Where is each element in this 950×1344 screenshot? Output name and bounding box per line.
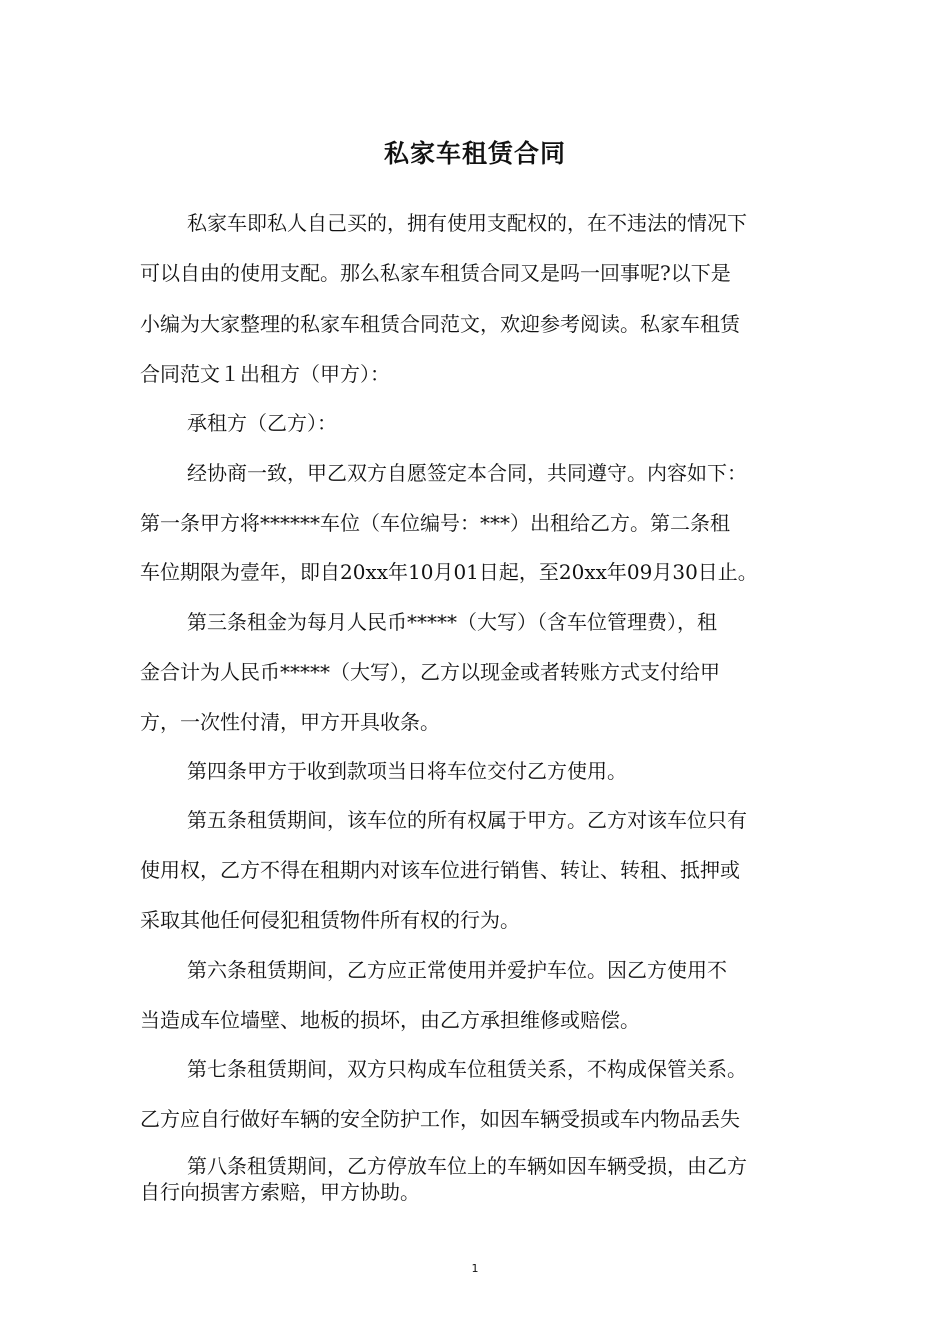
text-line: 第六条租赁期间，乙方应正常使用并爱护车位。因乙方使用不 xyxy=(187,958,727,982)
document-title: 私家车租赁合同 xyxy=(383,139,566,168)
text-line: 车位期限为壹年，即自20xx年10月01日起，至20xx年09月30日止。 xyxy=(140,560,758,584)
text-line: 小编为大家整理的私家车租赁合同范文，欢迎参考阅读。私家车租赁 xyxy=(140,312,740,336)
text-line: 第八条租赁期间，乙方停放车位上的车辆如因车辆受损，由乙方 xyxy=(187,1154,747,1178)
text-line: 承租方（乙方）： xyxy=(187,411,337,435)
text-line: 私家车即私人自己买的，拥有使用支配权的，在不违法的情况下 xyxy=(187,211,747,235)
text-line: 可以自由的使用支配。那么私家车租赁合同又是吗一回事呢?以下是 xyxy=(140,261,731,285)
text-line: 使用权，乙方不得在租期内对该车位进行销售、转让、转租、抵押或 xyxy=(140,858,740,882)
text-line: 采取其他任何侵犯租赁物件所有权的行为。 xyxy=(140,908,520,932)
text-line: 合同范文１出租方（甲方）： xyxy=(140,362,390,386)
text-line: 经协商一致，甲乙双方自愿签定本合同，共同遵守。内容如下： xyxy=(187,461,747,485)
text-line: 乙方应自行做好车辆的安全防护工作，如因车辆受损或车内物品丢失 xyxy=(140,1107,740,1131)
text-line: 金合计为人民币*****（大写），乙方以现金或者转账方式支付给甲 xyxy=(140,660,720,684)
text-line: 自行向损害方索赔，甲方协助。 xyxy=(140,1180,420,1204)
text-line: 方，一次性付清，甲方开具收条。 xyxy=(140,710,440,734)
text-line: 第三条租金为每月人民币*****（大写）（含车位管理费），租 xyxy=(187,610,717,634)
text-line: 当造成车位墙壁、地板的损坏，由乙方承担维修或赔偿。 xyxy=(140,1008,640,1032)
page-number: 1 xyxy=(471,1262,479,1275)
text-line: 第一条甲方将******车位（车位编号：***）出租给乙方。第二条租 xyxy=(140,511,730,535)
text-line: 第四条甲方于收到款项当日将车位交付乙方使用。 xyxy=(187,759,627,783)
text-line: 第七条租赁期间，双方只构成车位租赁关系，不构成保管关系。 xyxy=(187,1057,747,1081)
text-line: 第五条租赁期间，该车位的所有权属于甲方。乙方对该车位只有 xyxy=(187,808,747,832)
